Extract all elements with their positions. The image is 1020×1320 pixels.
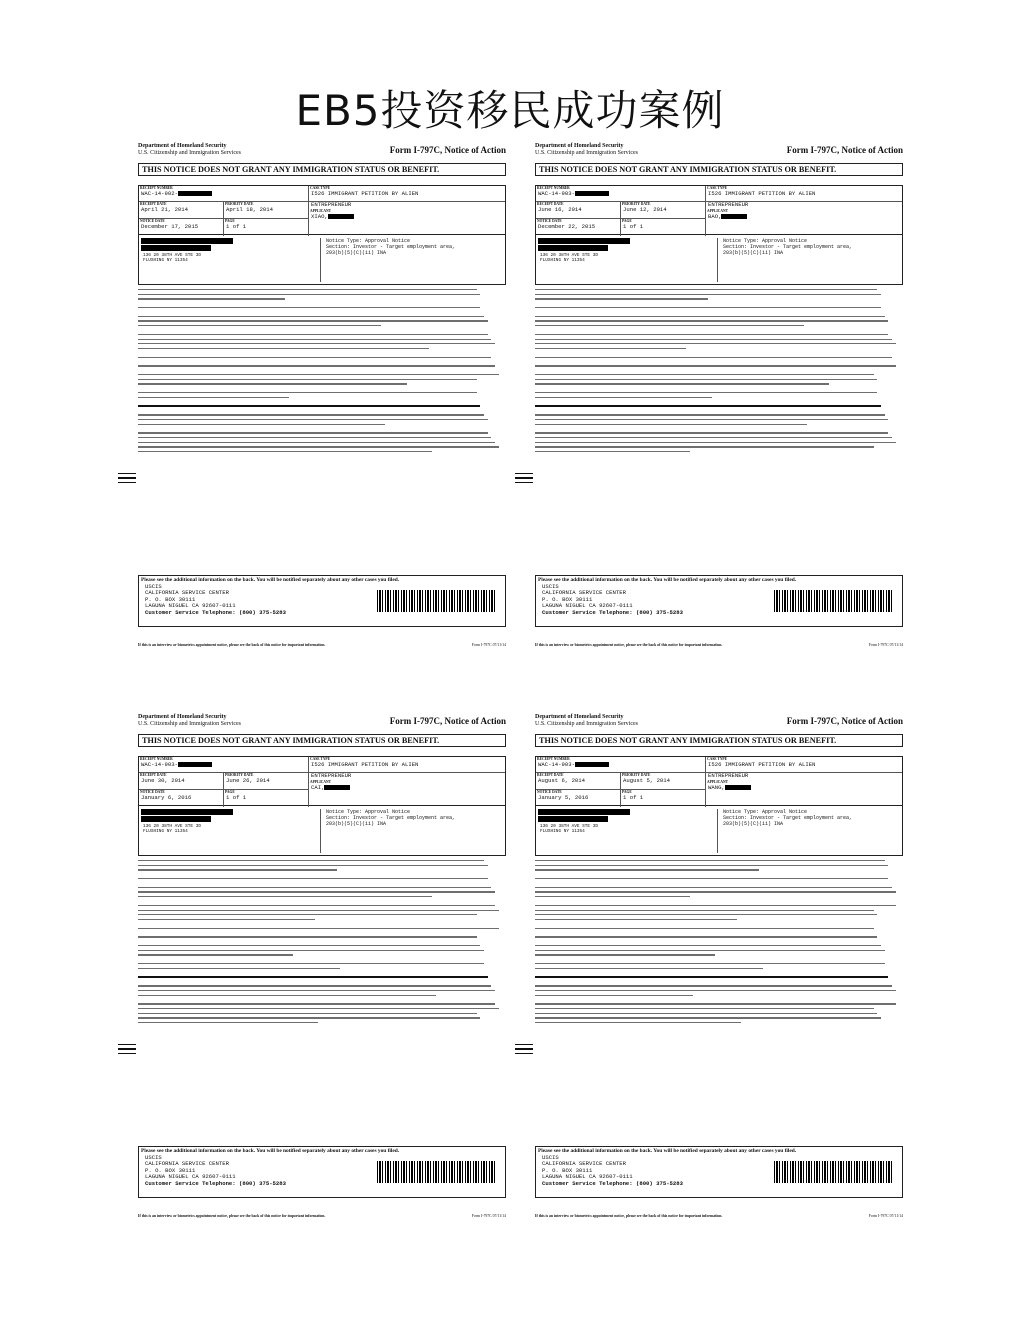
additional-info-note: Please see the additional information on the back. You will be notified separately about any other cases you filed.	[538, 1148, 797, 1154]
fine-print-line	[535, 869, 759, 870]
fine-print-line	[535, 963, 885, 964]
notice-banner: THIS NOTICE DOES NOT GRANT ANY IMMIGRATION STATUS OR BENEFIT.	[138, 734, 506, 747]
barcode	[377, 1161, 497, 1183]
fine-print-line	[535, 392, 877, 393]
fine-print-line	[138, 1008, 499, 1009]
fine-print-line	[138, 442, 495, 443]
fine-print-line	[138, 316, 484, 317]
agency-name: U.S. Citizenship and Immigration Services	[535, 721, 638, 727]
redaction-bar	[141, 238, 233, 244]
mailing-address: 136 20 38TH AVE STE 3D FLUSHING NY 11354	[538, 238, 714, 263]
dept-name: Department of Homeland Security	[138, 714, 227, 720]
fine-print-line	[535, 437, 892, 438]
notice-type: Notice Type: Approval Notice	[326, 238, 411, 244]
form-id: Form I-797C 07/11/14	[868, 643, 903, 647]
barcode	[774, 590, 894, 612]
fine-print-line	[535, 968, 763, 969]
form-id: Form I-797C 07/11/14	[471, 643, 506, 647]
fine-print-line	[535, 896, 690, 897]
fine-print-line	[535, 357, 892, 358]
page-count: 1 of 1	[623, 794, 644, 801]
redaction-bar	[538, 809, 630, 815]
applicant-name: BAO,	[708, 212, 722, 220]
approval-notice	[535, 714, 907, 1234]
fine-print-line	[138, 887, 491, 888]
notice-body-text	[535, 289, 903, 569]
fine-print-line	[138, 379, 477, 380]
case-type: I526 IMMIGRANT PETITION BY ALIEN	[311, 190, 419, 197]
dept-name: Department of Homeland Security	[535, 143, 624, 149]
case-type-cont: ENTREPRENEUR	[708, 772, 749, 779]
fine-print-line	[535, 1013, 877, 1014]
margin-mark	[118, 473, 136, 486]
fine-print-line	[138, 392, 477, 393]
notice-date: January 6, 2016	[141, 794, 192, 801]
fine-print-line	[138, 383, 407, 384]
notice-type-block	[717, 238, 900, 282]
fine-print-line	[138, 910, 499, 911]
bottom-note: If this is an interview or biometrics appointment notice, please see the back of this notice for important information. Form I-797C 07/11/14	[535, 643, 903, 647]
approval-notice	[138, 714, 510, 1234]
agency-name: U.S. Citizenship and Immigration Services	[138, 721, 241, 727]
approval-notice	[535, 143, 907, 663]
bottom-note: If this is an interview or biometrics appointment notice, please see the back of this notice for important information. Form I-797C 07/11/14	[535, 1214, 903, 1218]
agency-name: U.S. Citizenship and Immigration Services	[535, 150, 638, 156]
fine-print-line	[535, 298, 708, 299]
redaction-bar	[141, 809, 233, 815]
notice-type-block	[320, 809, 503, 853]
redaction-bar	[575, 762, 609, 767]
service-center-address: USCIS CALIFORNIA SERVICE CENTER P. O. BOX 30111 LAGUNA NIGUEL CA 92607-0111 Customer Service Telephone: (800) 375-5283	[542, 583, 683, 616]
additional-info-note: Please see the additional information on the back. You will be notified separately about any other cases you filed.	[538, 577, 797, 583]
fine-print-line	[138, 365, 495, 366]
service-center-box	[535, 1146, 903, 1198]
customer-service-phone: Customer Service Telephone: (800) 375-5283	[145, 1179, 286, 1187]
service-center-address: USCIS CALIFORNIA SERVICE CENTER P. O. BOX 30111 LAGUNA NIGUEL CA 92607-0111 Customer Service Telephone: (800) 375-5283	[145, 1154, 286, 1187]
fine-print-line	[535, 1003, 896, 1004]
fine-print-line	[138, 289, 477, 290]
redaction-bar	[141, 245, 211, 251]
fine-print-line	[535, 383, 829, 384]
fine-print-line	[138, 424, 385, 425]
notice-type: Notice Type: Approval Notice	[326, 809, 411, 815]
fine-print-line	[138, 891, 495, 892]
fine-print-line	[138, 294, 480, 295]
fine-print-line	[535, 442, 896, 443]
fine-print-line	[138, 343, 495, 344]
form-id: Form I-797C 07/11/14	[868, 1214, 903, 1218]
customer-service-phone: Customer Service Telephone: (800) 375-5283	[145, 608, 286, 616]
fine-print-line	[535, 365, 896, 366]
case-type-cont: ENTREPRENEUR	[311, 201, 352, 208]
fine-print-line	[138, 405, 480, 407]
case-type: I526 IMMIGRANT PETITION BY ALIEN	[708, 761, 816, 768]
address-section	[535, 235, 903, 285]
fine-print-line	[535, 294, 881, 295]
bottom-note: If this is an interview or biometrics appointment notice, please see the back of this notice for important information. Form I-797C 07/11/14	[138, 1214, 506, 1218]
fine-print-line	[535, 432, 888, 433]
priority-date: August 5, 2014	[623, 777, 670, 784]
redaction-bar	[141, 816, 211, 822]
notice-type-block	[717, 809, 900, 853]
mailing-address: 136 20 38TH AVE STE 3D FLUSHING NY 11354	[538, 809, 714, 834]
dept-header	[535, 143, 638, 157]
page-count: 1 of 1	[226, 794, 247, 801]
case-info-grid: RECEIPT NUMBER WAC-14-903- CASE TYPE I526 IMMIGRANT PETITION BY ALIEN RECEIPT DATE June 30, 2014 PRIORITY DATE June 26, 2014 ENTREPRENEUR APPLICANT CAI, NOTICE DATE January 6, 2016 PAGE 1 of 1	[138, 756, 506, 806]
redaction-bar	[324, 785, 350, 790]
fine-print-line	[138, 914, 477, 915]
fine-print-line	[138, 919, 315, 920]
service-center-address: USCIS CALIFORNIA SERVICE CENTER P. O. BOX 30111 LAGUNA NIGUEL CA 92607-0111 Customer Service Telephone: (800) 375-5283	[542, 1154, 683, 1187]
case-type-cont: ENTREPRENEUR	[708, 201, 749, 208]
fine-print-line	[535, 339, 892, 340]
fine-print-line	[535, 891, 896, 892]
fine-print-line	[138, 954, 293, 955]
fine-print-line	[138, 357, 491, 358]
fine-print-line	[535, 379, 877, 380]
fine-print-line	[535, 374, 874, 375]
fine-print-line	[535, 976, 888, 978]
service-center-box	[138, 575, 506, 627]
case-type-cont: ENTREPRENEUR	[311, 772, 352, 779]
fine-print-line	[138, 397, 289, 398]
fine-print-line	[535, 990, 896, 991]
additional-info-note: Please see the additional information on the back. You will be notified separately about any other cases you filed.	[141, 1148, 400, 1154]
redaction-bar	[328, 214, 354, 219]
priority-date: June 26, 2014	[226, 777, 270, 784]
notice-banner: THIS NOTICE DOES NOT GRANT ANY IMMIGRATION STATUS OR BENEFIT.	[138, 163, 506, 176]
fine-print-line	[138, 451, 432, 452]
fine-print-line	[138, 968, 340, 969]
notice-date: December 17, 2015	[141, 223, 199, 230]
fine-print-line	[138, 976, 488, 978]
fine-print-line	[535, 343, 896, 344]
redaction-bar	[725, 785, 751, 790]
fine-print-line	[535, 995, 693, 996]
fine-print-line	[138, 950, 484, 951]
page-count: 1 of 1	[226, 223, 247, 230]
redaction-bar	[538, 245, 608, 251]
fine-print-line	[138, 325, 381, 326]
fine-print-line	[535, 405, 881, 407]
address-section	[138, 235, 506, 285]
page-count: 1 of 1	[623, 223, 644, 230]
fine-print-line	[138, 878, 488, 879]
priority-date: April 18, 2014	[226, 206, 273, 213]
fine-print-line	[138, 419, 488, 420]
fine-print-line	[535, 397, 712, 398]
redaction-bar	[538, 816, 608, 822]
receipt-date: June 16, 2014	[538, 206, 582, 213]
section: Section: Investor - Target employment area,	[723, 244, 853, 250]
fine-print-line	[138, 928, 499, 929]
fine-print-line	[138, 320, 488, 321]
dept-header	[138, 143, 241, 157]
fine-print-line	[138, 963, 484, 964]
fine-print-line	[535, 860, 885, 861]
case-type: I526 IMMIGRANT PETITION BY ALIEN	[708, 190, 816, 197]
fine-print-line	[535, 878, 888, 879]
applicant-name: CAI,	[311, 783, 325, 791]
agency-name: U.S. Citizenship and Immigration Services	[138, 150, 241, 156]
address-section	[138, 806, 506, 856]
fine-print-line	[138, 865, 488, 866]
service-center-box	[535, 575, 903, 627]
redaction-bar	[575, 191, 609, 196]
fine-print-line	[138, 860, 484, 861]
fine-print-line	[535, 985, 892, 986]
fine-print-line	[535, 945, 881, 946]
mailing-address: 136 20 38TH AVE STE 3D FLUSHING NY 11354	[141, 238, 317, 263]
fine-print-line	[535, 419, 888, 420]
fine-print-line	[138, 446, 499, 447]
section-cont: 203(b)(5)(C)(ii) INA	[326, 821, 387, 827]
fine-print-line	[535, 1008, 874, 1009]
fine-print-line	[138, 985, 491, 986]
notice-type: Notice Type: Approval Notice	[723, 238, 808, 244]
barcode	[377, 590, 497, 612]
bottom-note: If this is an interview or biometrics appointment notice, please see the back of this notice for important information. Form I-797C 07/11/14	[138, 643, 506, 647]
section-cont: 203(b)(5)(C)(ii) INA	[723, 250, 784, 256]
section: Section: Investor - Target employment area,	[723, 815, 853, 821]
dept-header	[138, 714, 241, 728]
service-center-box	[138, 1146, 506, 1198]
section-cont: 203(b)(5)(C)(ii) INA	[723, 821, 784, 827]
address-section	[535, 806, 903, 856]
mailing-address: 136 20 38TH AVE STE 3D FLUSHING NY 11354	[141, 809, 317, 834]
service-center-address: USCIS CALIFORNIA SERVICE CENTER P. O. BOX 30111 LAGUNA NIGUEL CA 92607-0111 Customer Service Telephone: (800) 375-5283	[145, 583, 286, 616]
fine-print-line	[535, 414, 885, 415]
section-cont: 203(b)(5)(C)(ii) INA	[326, 250, 387, 256]
dept-name: Department of Homeland Security	[138, 143, 227, 149]
applicant-name: WANG,	[708, 783, 725, 791]
notice-banner: THIS NOTICE DOES NOT GRANT ANY IMMIGRATION STATUS OR BENEFIT.	[535, 163, 903, 176]
notice-type: Notice Type: Approval Notice	[723, 809, 808, 815]
fine-print-line	[535, 887, 892, 888]
fine-print-line	[535, 316, 885, 317]
notice-body-text	[535, 860, 903, 1140]
margin-mark	[515, 473, 533, 486]
priority-date: June 12, 2014	[623, 206, 667, 213]
fine-print-line	[535, 1017, 881, 1018]
customer-service-phone: Customer Service Telephone: (800) 375-5283	[542, 1179, 683, 1187]
redaction-bar	[721, 214, 747, 219]
case-type: I526 IMMIGRANT PETITION BY ALIEN	[311, 761, 419, 768]
section: Section: Investor - Target employment area,	[326, 244, 456, 250]
case-info-grid: RECEIPT NUMBER WAC-14-903- CASE TYPE I526 IMMIGRANT PETITION BY ALIEN RECEIPT DATE June 16, 2014 PRIORITY DATE June 12, 2014 ENTREPRENEUR APPLICANT BAO, NOTICE DATE December 22, 2015 PAGE 1 of 1	[535, 185, 903, 235]
fine-print-line	[138, 1022, 318, 1023]
fine-print-line	[138, 437, 491, 438]
notice-type-block	[320, 238, 503, 282]
fine-print-line	[535, 334, 888, 335]
fine-print-line	[138, 374, 499, 375]
case-info-grid: RECEIPT NUMBER WAC-14-903- CASE TYPE I526 IMMIGRANT PETITION BY ALIEN RECEIPT DATE August 6, 2014 PRIORITY DATE August 5, 2014 ENTREPRENEUR APPLICANT WANG, NOTICE DATE January 5, 2016 PAGE 1 of 1	[535, 756, 903, 806]
fine-print-line	[138, 896, 432, 897]
receipt-number: WAC-14-902-	[141, 190, 178, 197]
notice-body-text	[138, 860, 506, 1140]
case-info-grid: RECEIPT NUMBER WAC-14-902- CASE TYPE I526 IMMIGRANT PETITION BY ALIEN RECEIPT DATE April 21, 2014 PRIORITY DATE April 18, 2014 ENTREPRENEUR APPLICANT XIAO, NOTICE DATE December 17, 2015 PAGE 1 of 1	[138, 185, 506, 235]
applicant-name: XIAO,	[311, 212, 328, 220]
fine-print-line	[535, 914, 877, 915]
fine-print-line	[138, 1013, 477, 1014]
fine-print-line	[138, 869, 337, 870]
notice-body-text	[138, 289, 506, 569]
barcode	[774, 1161, 894, 1183]
fine-print-line	[138, 414, 484, 415]
fine-print-line	[138, 339, 491, 340]
fine-print-line	[535, 1022, 741, 1023]
fine-print-line	[535, 910, 874, 911]
fine-print-line	[138, 307, 480, 308]
margin-mark	[515, 1044, 533, 1057]
fine-print-line	[138, 334, 488, 335]
fine-print-line	[138, 1003, 495, 1004]
form-title: Form I-797C, Notice of Action	[786, 145, 903, 155]
margin-mark	[118, 1044, 136, 1057]
fine-print-line	[138, 1017, 480, 1018]
form-id: Form I-797C 07/11/14	[471, 1214, 506, 1218]
fine-print-line	[535, 936, 877, 937]
fine-print-line	[535, 905, 896, 906]
receipt-date: August 6, 2014	[538, 777, 585, 784]
fine-print-line	[535, 289, 877, 290]
page-title: EB5投资移民成功案例	[295, 86, 725, 135]
dept-header	[535, 714, 638, 728]
fine-print-line	[535, 320, 888, 321]
fine-print-line	[138, 348, 429, 349]
approval-notice	[138, 143, 510, 663]
receipt-date: June 30, 2014	[141, 777, 185, 784]
fine-print-line	[138, 432, 488, 433]
fine-print-line	[535, 307, 881, 308]
fine-print-line	[535, 424, 807, 425]
receipt-date: April 21, 2014	[141, 206, 188, 213]
redaction-bar	[178, 762, 212, 767]
dept-name: Department of Homeland Security	[535, 714, 624, 720]
fine-print-line	[138, 298, 285, 299]
fine-print-line	[535, 446, 874, 447]
redaction-bar	[178, 191, 212, 196]
fine-print-line	[535, 451, 690, 452]
fine-print-line	[535, 919, 737, 920]
fine-print-line	[535, 865, 888, 866]
fine-print-line	[535, 348, 686, 349]
form-title: Form I-797C, Notice of Action	[389, 716, 506, 726]
fine-print-line	[535, 950, 885, 951]
fine-print-line	[138, 995, 436, 996]
fine-print-line	[138, 990, 495, 991]
fine-print-line	[535, 325, 804, 326]
notice-date: December 22, 2015	[538, 223, 596, 230]
redaction-bar	[538, 238, 630, 244]
fine-print-line	[138, 905, 495, 906]
notice-date: January 5, 2016	[538, 794, 589, 801]
receipt-number: WAC-14-903-	[141, 761, 178, 768]
receipt-number: WAC-14-903-	[538, 761, 575, 768]
receipt-number: WAC-14-903-	[538, 190, 575, 197]
notice-banner: THIS NOTICE DOES NOT GRANT ANY IMMIGRATION STATUS OR BENEFIT.	[535, 734, 903, 747]
fine-print-line	[138, 945, 480, 946]
form-title: Form I-797C, Notice of Action	[786, 716, 903, 726]
fine-print-line	[535, 928, 874, 929]
form-title: Form I-797C, Notice of Action	[389, 145, 506, 155]
fine-print-line	[138, 936, 477, 937]
section: Section: Investor - Target employment area,	[326, 815, 456, 821]
additional-info-note: Please see the additional information on the back. You will be notified separately about any other cases you filed.	[141, 577, 400, 583]
fine-print-line	[535, 954, 715, 955]
customer-service-phone: Customer Service Telephone: (800) 375-5283	[542, 608, 683, 616]
